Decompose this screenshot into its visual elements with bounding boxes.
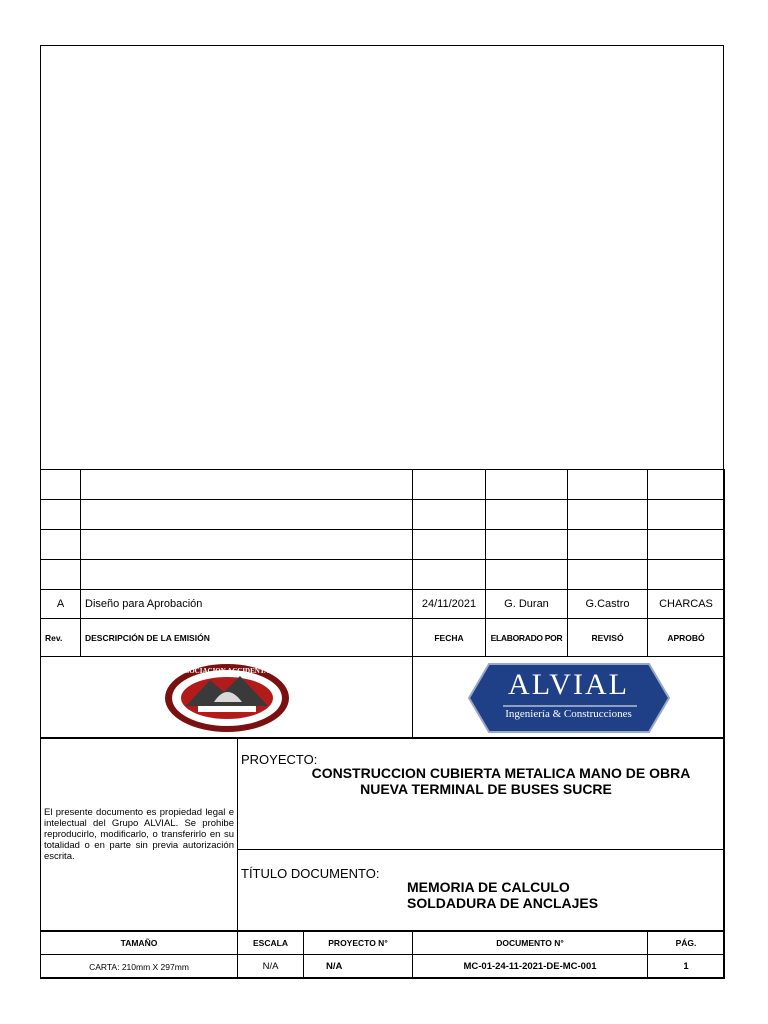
scale-value: N/A: [238, 955, 304, 979]
project-no-header: PROYECTO N°: [304, 931, 413, 955]
rev-cell: [41, 470, 81, 500]
reviewer-cell: [568, 470, 648, 500]
reviewer-cell: [568, 500, 648, 530]
approver-cell: [648, 560, 725, 590]
approver-header: APROBÓ: [648, 619, 725, 657]
date-cell: [413, 560, 486, 590]
logo-row: [40, 656, 725, 739]
document-no-value: MC-01-24-11-2021-DE-MC-001: [413, 955, 648, 979]
revision-row: [41, 560, 725, 590]
project-name-line-2: NUEVA TERMINAL DE BUSES SUCRE: [360, 781, 612, 797]
alvial-wordmark: ALVIAL: [508, 667, 629, 701]
description-header: DESCRIPCIÓN DE LA EMISIÓN: [81, 619, 413, 657]
revision-header-row: [41, 619, 725, 657]
author-cell: [486, 530, 568, 560]
revision-row: [41, 590, 725, 619]
description-cell: Diseño para Aprobación: [81, 590, 413, 619]
legal-notice-cell: [41, 738, 238, 932]
document-title-line-2: SOLDADURA DE ANCLAJES: [407, 895, 599, 911]
rev-cell: A: [41, 590, 81, 619]
legal-notice: El presente documento es propiedad legal e intelectual del Grupo ALVIAL. Se prohibe reproducirlo, modificarlo, o transferirlo en su totalidad o en parte sin previa autorización escrita.: [44, 807, 234, 862]
author-cell: G. Duran: [486, 590, 568, 619]
rev-cell: [41, 560, 81, 590]
revision-row: [41, 470, 725, 500]
scale-header: ESCALA: [238, 931, 304, 955]
asociacion-seal-logo: [162, 662, 292, 734]
left-logo-cell: [41, 657, 413, 739]
rev-cell: [41, 530, 81, 560]
document-title-line-1: MEMORIA DE CALCULO: [407, 879, 570, 895]
author-header: ELABORADO POR: [486, 619, 568, 657]
rev-cell: [41, 500, 81, 530]
approver-cell: [648, 470, 725, 500]
description-cell: [81, 530, 413, 560]
description-cell: [81, 470, 413, 500]
date-cell: 24/11/2021: [413, 590, 486, 619]
page-header: PÁG.: [648, 931, 725, 955]
size-header: TAMAÑO: [41, 931, 238, 955]
document-no-header: DOCUMENTO N°: [413, 931, 648, 955]
description-cell: [81, 560, 413, 590]
project-no-value: N/A: [304, 955, 413, 979]
author-cell: [486, 560, 568, 590]
reviewer-cell: [568, 560, 648, 590]
footer-header-row: [41, 931, 725, 955]
date-cell: [413, 500, 486, 530]
reviewer-header: REVISÓ: [568, 619, 648, 657]
page-value: 1: [648, 955, 725, 979]
right-logo-cell: [413, 657, 725, 739]
date-cell: [413, 530, 486, 560]
drawing-area: [41, 46, 723, 470]
date-cell: [413, 470, 486, 500]
revision-row: [41, 500, 725, 530]
alvial-logo: [467, 662, 671, 734]
description-cell: [81, 500, 413, 530]
footer-table: [40, 930, 725, 979]
footer-value-row: [41, 955, 725, 979]
project-label: PROYECTO:: [241, 752, 318, 767]
size-value: CARTA: 210mm X 297mm: [41, 955, 238, 979]
author-cell: [486, 500, 568, 530]
title-block-frame: [40, 45, 724, 978]
approver-cell: [648, 530, 725, 560]
revision-table: [40, 469, 725, 657]
project-block: [40, 737, 725, 932]
seal-text: ASOCIACION ACCIDENTAL: [179, 666, 274, 675]
project-cell: [238, 738, 725, 850]
alvial-tagline: Ingeniería & Construcciones: [505, 707, 632, 720]
project-name-line-1: CONSTRUCCION CUBIERTA METALICA MANO DE OBRA: [311, 765, 691, 781]
document-title-label: TÍTULO DOCUMENTO:: [241, 866, 380, 881]
date-header: FECHA: [413, 619, 486, 657]
approver-cell: CHARCAS: [648, 590, 725, 619]
author-cell: [486, 470, 568, 500]
document-title-cell: [238, 850, 725, 932]
approver-cell: [648, 500, 725, 530]
revision-row: [41, 530, 725, 560]
reviewer-cell: [568, 530, 648, 560]
reviewer-cell: G.Castro: [568, 590, 648, 619]
rev-header: Rev.: [41, 619, 81, 657]
